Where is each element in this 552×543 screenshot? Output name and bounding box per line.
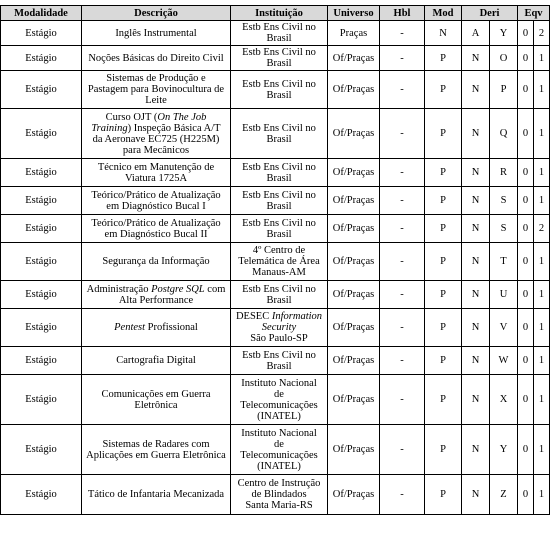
cell-eqv-1: 0 — [518, 425, 534, 475]
cell-eqv-2: 1 — [534, 425, 550, 475]
cell-eqv-1: 0 — [518, 21, 534, 46]
cell-modalidade: Estágio — [1, 309, 82, 347]
cell-hbl: - — [380, 347, 425, 375]
cell-deri-1: N — [462, 425, 490, 475]
cell-hbl: - — [380, 425, 425, 475]
cell-mod: P — [425, 309, 462, 347]
cell-mod: N — [425, 21, 462, 46]
cell-mod: P — [425, 281, 462, 309]
cell-descricao: Noções Básicas do Direito Civil — [82, 46, 231, 71]
cell-instituicao: Estb Ens Civil no Brasil — [231, 21, 328, 46]
cell-modalidade: Estágio — [1, 21, 82, 46]
cell-descricao: Segurança da Informação — [82, 243, 231, 281]
table-row — [1, 215, 550, 243]
cell-instituicao: Estb Ens Civil no Brasil — [231, 281, 328, 309]
table-row — [1, 309, 550, 347]
cell-deri-2: S — [490, 215, 518, 243]
cell-instituicao: Estb Ens Civil no Brasil — [231, 46, 328, 71]
cell-universo: Of/Praças — [328, 425, 380, 475]
cell-deri-2: R — [490, 159, 518, 187]
cell-deri-2: Y — [490, 21, 518, 46]
table-header — [1, 6, 550, 21]
table-row — [1, 46, 550, 71]
cell-deri-1: N — [462, 375, 490, 425]
table-row — [1, 187, 550, 215]
header-eqv: Eqv — [518, 6, 550, 21]
cell-mod: P — [425, 46, 462, 71]
cell-eqv-2: 1 — [534, 281, 550, 309]
table-row — [1, 347, 550, 375]
cell-deri-2: P — [490, 71, 518, 109]
cell-deri-1: N — [462, 475, 490, 515]
table-row — [1, 375, 550, 425]
cell-deri-1: N — [462, 109, 490, 159]
table-row — [1, 281, 550, 309]
cell-descricao: Curso OJT (On The Job Training) Inspeção Básica A/T da Aeronave EC725 (H225M) para Mecânicos — [82, 109, 231, 159]
header-mod: Mod — [425, 6, 462, 21]
table-row — [1, 243, 550, 281]
cell-universo: Of/Praças — [328, 46, 380, 71]
cell-instituicao: Estb Ens Civil no Brasil — [231, 71, 328, 109]
cell-hbl: - — [380, 243, 425, 281]
cell-instituicao: Centro de Instrução de Blindados Santa Maria-RS — [231, 475, 328, 515]
cell-descricao: Teórico/Prático de Atualização em Diagnóstico Bucal I — [82, 187, 231, 215]
cell-descricao: Pentest Profissional — [82, 309, 231, 347]
cell-hbl: - — [380, 309, 425, 347]
cell-modalidade: Estágio — [1, 375, 82, 425]
cell-instituicao: Instituto Nacional de Telecomunicações (INATEL) — [231, 375, 328, 425]
cell-deri-2: O — [490, 46, 518, 71]
cell-eqv-2: 1 — [534, 375, 550, 425]
cell-universo: Praças — [328, 21, 380, 46]
table-row — [1, 71, 550, 109]
cell-deri-1: N — [462, 159, 490, 187]
cell-eqv-2: 1 — [534, 109, 550, 159]
cell-deri-1: N — [462, 215, 490, 243]
cell-deri-2: W — [490, 347, 518, 375]
cell-descricao: Tático de Infantaria Mecanizada — [82, 475, 231, 515]
cell-mod: P — [425, 109, 462, 159]
table-row — [1, 21, 550, 46]
cell-modalidade: Estágio — [1, 243, 82, 281]
cell-eqv-1: 0 — [518, 187, 534, 215]
cell-deri-1: N — [462, 71, 490, 109]
table-row — [1, 475, 550, 515]
cell-hbl: - — [380, 375, 425, 425]
cell-modalidade: Estágio — [1, 475, 82, 515]
cell-instituicao: Estb Ens Civil no Brasil — [231, 109, 328, 159]
cell-mod: P — [425, 187, 462, 215]
cell-deri-1: N — [462, 309, 490, 347]
cell-eqv-2: 2 — [534, 215, 550, 243]
cell-hbl: - — [380, 215, 425, 243]
cell-deri-1: N — [462, 281, 490, 309]
cell-deri-1: N — [462, 46, 490, 71]
header-descricao: Descrição — [82, 6, 231, 21]
cell-eqv-1: 0 — [518, 475, 534, 515]
header-modalidade: Modalidade — [1, 6, 82, 21]
cell-hbl: - — [380, 475, 425, 515]
cell-universo: Of/Praças — [328, 71, 380, 109]
cell-instituicao: Instituto Nacional de Telecomunicações (INATEL) — [231, 425, 328, 475]
header-instituicao: Instituição — [231, 6, 328, 21]
header-deri: Deri — [462, 6, 518, 21]
cell-eqv-2: 1 — [534, 309, 550, 347]
table-row — [1, 425, 550, 475]
cell-hbl: - — [380, 281, 425, 309]
cell-universo: Of/Praças — [328, 375, 380, 425]
cell-deri-2: Y — [490, 425, 518, 475]
cell-eqv-1: 0 — [518, 347, 534, 375]
cell-instituicao: Estb Ens Civil no Brasil — [231, 347, 328, 375]
cell-hbl: - — [380, 159, 425, 187]
cell-descricao: Comunicações em Guerra Eletrônica — [82, 375, 231, 425]
cell-descricao: Sistemas de Radares com Aplicações em Guerra Eletrônica — [82, 425, 231, 475]
cell-instituicao: Estb Ens Civil no Brasil — [231, 215, 328, 243]
cell-descricao: Teórico/Prático de Atualização em Diagnóstico Bucal II — [82, 215, 231, 243]
cell-instituicao: DESEC Information Security São Paulo-SP — [231, 309, 328, 347]
cell-deri-2: U — [490, 281, 518, 309]
cell-eqv-1: 0 — [518, 309, 534, 347]
cell-mod: P — [425, 375, 462, 425]
cell-mod: P — [425, 71, 462, 109]
table-row — [1, 109, 550, 159]
cell-universo: Of/Praças — [328, 187, 380, 215]
cell-descricao: Cartografia Digital — [82, 347, 231, 375]
table-row — [1, 159, 550, 187]
cell-mod: P — [425, 425, 462, 475]
cell-deri-1: N — [462, 243, 490, 281]
cell-deri-2: T — [490, 243, 518, 281]
cell-deri-2: Z — [490, 475, 518, 515]
table-body — [1, 21, 550, 515]
cell-mod: P — [425, 243, 462, 281]
cell-deri-2: V — [490, 309, 518, 347]
cell-deri-2: Q — [490, 109, 518, 159]
cell-modalidade: Estágio — [1, 109, 82, 159]
cell-instituicao: Estb Ens Civil no Brasil — [231, 187, 328, 215]
cell-modalidade: Estágio — [1, 187, 82, 215]
cell-modalidade: Estágio — [1, 347, 82, 375]
cell-modalidade: Estágio — [1, 46, 82, 71]
cell-eqv-2: 1 — [534, 475, 550, 515]
header-universo: Universo — [328, 6, 380, 21]
cell-hbl: - — [380, 187, 425, 215]
cell-mod: P — [425, 475, 462, 515]
cell-hbl: - — [380, 71, 425, 109]
cell-eqv-1: 0 — [518, 375, 534, 425]
cell-eqv-1: 0 — [518, 71, 534, 109]
cell-deri-2: X — [490, 375, 518, 425]
cell-eqv-1: 0 — [518, 46, 534, 71]
cell-descricao: Sistemas de Produção e Pastagem para Bovinocultura de Leite — [82, 71, 231, 109]
cell-eqv-1: 0 — [518, 159, 534, 187]
cell-eqv-2: 1 — [534, 243, 550, 281]
cell-deri-1: A — [462, 21, 490, 46]
cell-universo: Of/Praças — [328, 159, 380, 187]
cell-deri-1: N — [462, 347, 490, 375]
cell-descricao: Técnico em Manutenção de Viatura 1725A — [82, 159, 231, 187]
cell-modalidade: Estágio — [1, 215, 82, 243]
cell-universo: Of/Praças — [328, 281, 380, 309]
cell-universo: Of/Praças — [328, 475, 380, 515]
cell-instituicao: 4º Centro de Telemática de Área Manaus-AM — [231, 243, 328, 281]
cell-modalidade: Estágio — [1, 425, 82, 475]
cell-universo: Of/Praças — [328, 309, 380, 347]
cell-eqv-1: 0 — [518, 243, 534, 281]
cell-modalidade: Estágio — [1, 71, 82, 109]
cell-universo: Of/Praças — [328, 243, 380, 281]
cell-universo: Of/Praças — [328, 215, 380, 243]
cell-deri-1: N — [462, 187, 490, 215]
cell-universo: Of/Praças — [328, 109, 380, 159]
cell-eqv-2: 1 — [534, 159, 550, 187]
cell-descricao: Administração Postgre SQL com Alta Performance — [82, 281, 231, 309]
cell-eqv-2: 1 — [534, 71, 550, 109]
cell-deri-2: S — [490, 187, 518, 215]
header-hbl: Hbl — [380, 6, 425, 21]
cell-mod: P — [425, 159, 462, 187]
cell-mod: P — [425, 215, 462, 243]
cell-mod: P — [425, 347, 462, 375]
cell-hbl: - — [380, 21, 425, 46]
cell-eqv-2: 2 — [534, 21, 550, 46]
cell-eqv-2: 1 — [534, 187, 550, 215]
cell-descricao: Inglês Instrumental — [82, 21, 231, 46]
cell-instituicao: Estb Ens Civil no Brasil — [231, 159, 328, 187]
cell-eqv-1: 0 — [518, 109, 534, 159]
cell-eqv-1: 0 — [518, 281, 534, 309]
cell-modalidade: Estágio — [1, 281, 82, 309]
cell-universo: Of/Praças — [328, 347, 380, 375]
cell-hbl: - — [380, 46, 425, 71]
cell-eqv-2: 1 — [534, 347, 550, 375]
cell-eqv-1: 0 — [518, 215, 534, 243]
cell-eqv-2: 1 — [534, 46, 550, 71]
cell-hbl: - — [380, 109, 425, 159]
cell-modalidade: Estágio — [1, 159, 82, 187]
courses-table — [0, 5, 550, 515]
